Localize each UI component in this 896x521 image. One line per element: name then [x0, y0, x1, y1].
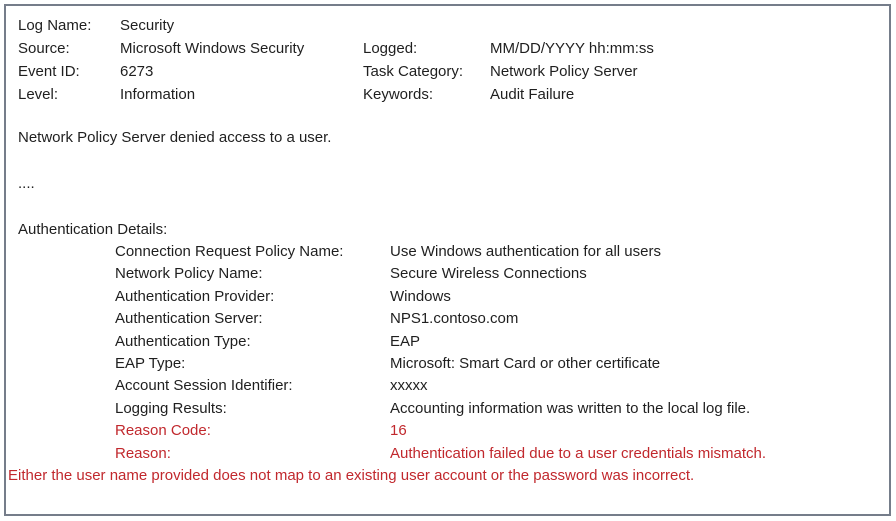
- authentication-details-list: [115, 241, 883, 465]
- detail-label: Connection Request Policy Name:: [115, 243, 344, 260]
- logged-value: MM/DD/YYYY hh:mm:ss: [490, 40, 654, 57]
- reason-detail-text: Either the user name provided does not map to an existing user account or the password was incorrect.: [8, 467, 695, 485]
- detail-value: Accounting information was written to the local log file.: [390, 399, 751, 417]
- task-category-label: Task Category:: [363, 63, 464, 80]
- task-category-value: Network Policy Server: [490, 63, 638, 80]
- detail-label: Logging Results:: [115, 399, 227, 417]
- reason-label: Reason:: [115, 444, 171, 462]
- level-label: Level:: [18, 86, 59, 103]
- keywords-label: Keywords:: [363, 86, 434, 103]
- detail-value: EAP: [390, 332, 421, 350]
- reason-code-value: 16: [390, 422, 407, 440]
- event-log-panel: [4, 4, 891, 516]
- event-id-label: Event ID:: [18, 63, 80, 80]
- detail-label: Network Policy Name:: [115, 265, 263, 283]
- omitted-content-ellipsis: ....: [18, 175, 35, 192]
- reason-code-label: Reason Code:: [115, 422, 211, 440]
- event-description: Network Policy Server denied access to a user.: [18, 129, 332, 146]
- source-value: Microsoft Windows Security: [120, 40, 305, 57]
- detail-value: xxxxx: [390, 377, 428, 395]
- level-value: Information: [120, 86, 196, 103]
- detail-label: Authentication Server:: [115, 310, 263, 328]
- authentication-details-title: Authentication Details:: [18, 221, 168, 238]
- detail-value: NPS1.contoso.com: [390, 310, 519, 328]
- reason-value: Authentication failed due to a user credentials mismatch.: [390, 444, 767, 462]
- detail-label: Authentication Type:: [115, 332, 251, 350]
- event-id-value: 6273: [120, 63, 154, 80]
- log-name-label: Log Name:: [18, 17, 92, 34]
- detail-value: Windows: [390, 287, 451, 305]
- event-header: [18, 14, 883, 106]
- detail-value: Use Windows authentication for all users: [390, 243, 661, 260]
- header-spacer: [490, 14, 883, 37]
- detail-label: EAP Type:: [115, 355, 186, 373]
- detail-value: Microsoft: Smart Card or other certificate: [390, 355, 661, 373]
- logged-label: Logged:: [363, 40, 418, 57]
- detail-value: Secure Wireless Connections: [390, 265, 587, 283]
- detail-label: Account Session Identifier:: [115, 377, 293, 395]
- header-spacer: [363, 14, 490, 37]
- detail-label: Authentication Provider:: [115, 287, 275, 305]
- log-name-value: Security: [120, 17, 175, 34]
- keywords-value: Audit Failure: [490, 86, 575, 103]
- source-label: Source:: [18, 40, 70, 57]
